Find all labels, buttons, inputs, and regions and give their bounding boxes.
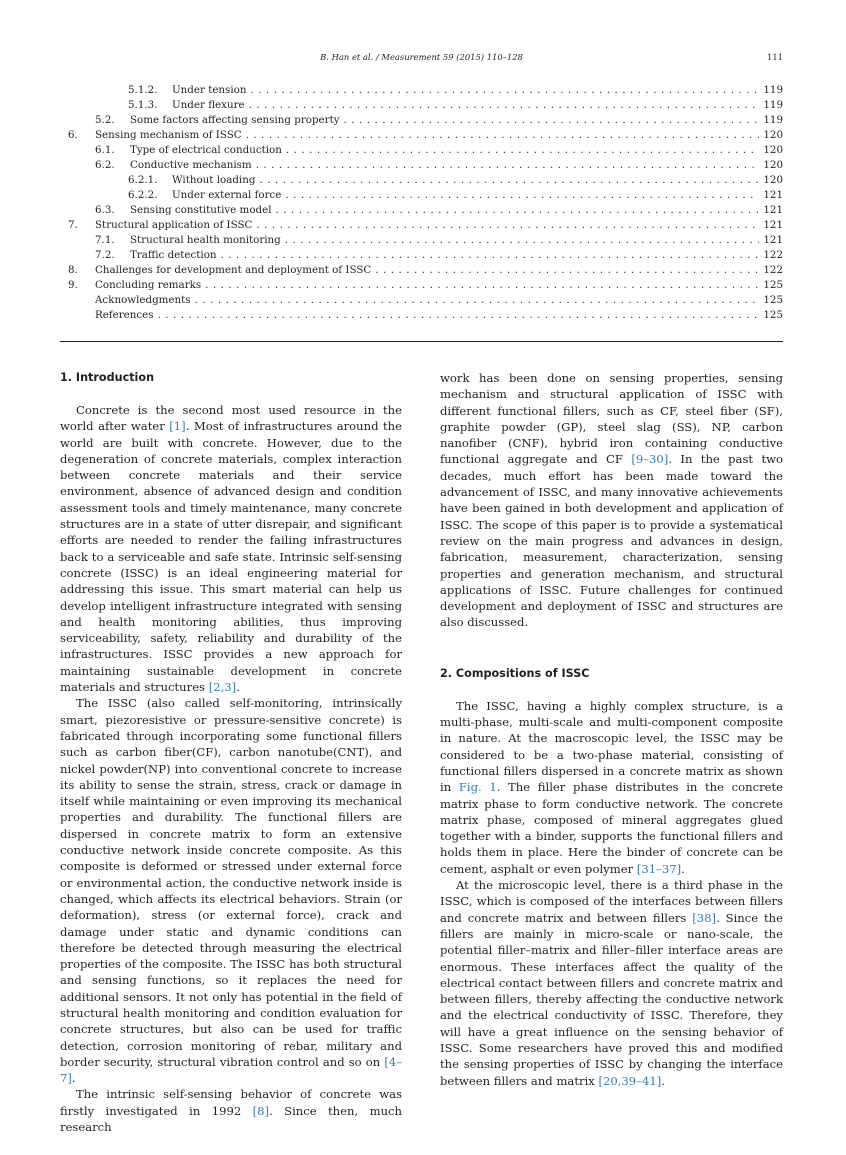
toc-entry-number: 9. (68, 279, 78, 291)
toc-entry[interactable] (60, 128, 783, 143)
toc-leader-dots (158, 308, 759, 323)
toc-entry-number: 5.2. (95, 114, 115, 126)
toc-leader-dots (256, 158, 759, 173)
toc-entry-number: 6.2. (95, 159, 115, 171)
toc-entry-page: 125 (763, 279, 783, 291)
toc-entry-title: Traffic detection (130, 249, 217, 261)
toc-entry-title: Challenges for development and deployment of ISSC (95, 264, 372, 276)
body-text: . In the past two decades, much effort has been made toward the advancement of ISSC, and many innovative achievements have been gained in both development and application of ISSC. The scope of this paper is to provide a systematical review on the main progress and advances in design, fabrication, measurement, characterization, sensing properties and generation mechanism, and structural applications of ISSC. Future challenges for continued development and deployment of ISSC and structures are also discussed. (440, 452, 784, 630)
toc-leader-dots (286, 143, 759, 158)
table-of-contents (60, 83, 783, 323)
toc-entry[interactable] (60, 278, 783, 293)
citation-link[interactable]: [1] (169, 419, 186, 434)
paragraph (60, 1086, 402, 1135)
toc-entry-number: 7.2. (95, 249, 115, 261)
toc-leader-dots (250, 83, 759, 98)
toc-leader-dots (221, 248, 759, 263)
left-column (60, 370, 402, 1135)
paragraph (60, 695, 402, 1086)
toc-entry-title: Acknowledgments (95, 294, 191, 306)
toc-entry[interactable] (60, 308, 783, 323)
body-text: . Since the fillers are mainly in micro-scale or nano-scale, the potential filler–matrix and filler–filler interface areas are enormous. These interfaces affect the quality of the electrical contact between fillers and concrete matrix and between fillers, thereby affecting the conductive network and the electrical conductivity of ISSC. Therefore, they will have a great influence on the sensing behavior of ISSC. Some researchers have proved this and modified the sensing properties of ISSC by changing the interface between fillers and matrix (440, 910, 783, 1088)
toc-entry-page: 120 (763, 174, 783, 186)
toc-entry-page: 121 (763, 189, 783, 201)
toc-entry-page: 122 (763, 249, 783, 261)
citation-link[interactable]: [38] (692, 910, 717, 925)
toc-entry[interactable] (60, 143, 783, 158)
body-text: Concrete is the second most used resource in the world after water (60, 403, 402, 434)
toc-entry-title: Structural application of ISSC (95, 219, 253, 231)
toc-entry-number: 6.2.2. (128, 189, 158, 201)
toc-entry-title: Structural health monitoring (130, 234, 281, 246)
toc-entry-number: 6. (68, 129, 78, 141)
toc-entry-title: Under external force (172, 189, 282, 201)
body-text: . Since then, much research (60, 1103, 402, 1135)
toc-entry-title: Without loading (172, 174, 256, 186)
toc-entry-page: 120 (763, 129, 783, 141)
toc-entry-page: 119 (763, 84, 783, 96)
toc-entry-page: 120 (763, 159, 783, 171)
toc-entry-page: 122 (763, 264, 783, 276)
toc-leader-dots (344, 113, 759, 128)
paragraph (440, 877, 783, 1089)
toc-entry[interactable] (60, 248, 783, 263)
body-text: . (71, 1071, 76, 1086)
toc-leader-dots (259, 173, 759, 188)
citation-link[interactable]: Fig. 1 (458, 780, 497, 795)
page-number: 111 (767, 52, 783, 62)
toc-entry-number: 6.1. (95, 144, 115, 156)
body-text: The ISSC (also called self-monitoring, intrinsically smart, piezoresistive or pressure-sensitive concrete) is fabricated through incorporating some functional fillers such as carbon fiber(CF), carbon nanotube(CNT), and nickel powder(NP) into conventional concrete to increase its ability to sense the strain, stress, crack or damage in itself while maintaining or even improving its mechanical properties and durability. The functional fillers are dispersed in concrete matrix to form an extensive conductive network inside concrete composite. As this composite is deformed or stressed under external force or environmental action, the conductive network inside is changed, which affects its electrical behaviors. Strain (or deformation), stress (or external force), crack and damage under static and dynamic conditions can therefore be detected through measuring the electrical properties of the composite. The ISSC has both structural and sensing functions, so it replaces the need for additional sensors. It not only has potential in the field of structural health monitoring and condition evaluation for concrete structures, but also can be used for traffic detection, corrosion monitoring of rebar, military and border security, structural vibration control and so on (60, 696, 402, 1069)
toc-entry-number: 7. (68, 219, 78, 231)
toc-leader-dots (375, 263, 759, 278)
toc-entry[interactable] (60, 218, 783, 233)
section-heading-compositions: 2. Compositions of ISSC (440, 666, 590, 680)
citation-link[interactable]: [31–37] (636, 861, 682, 876)
toc-entry-page: 121 (763, 234, 783, 246)
body-text: . Most of infrastructures around the world are built with concrete. However, due to the degeneration of concrete materials, complex interaction between concrete materials and their service environment, absence of advanced design and condition assessment tools and timely maintenance, many concrete structures are in a state of utter disrepair, and significant efforts are needed to render the failing infrastructures back to a serviceable and safe state. Intrinsic self-sensing concrete (ISSC) is an ideal engineering material for addressing this issue. This smart material can help us develop intelligent infrastructure integrated with sensing and health monitoring abilities, thus improving serviceability, safety, reliability and durability of the infrastructures. ISSC provides a new approach for maintaining sustainable development in concrete materials and structures (60, 419, 402, 695)
section-heading-introduction: 1. Introduction (60, 371, 155, 384)
toc-leader-dots (195, 293, 759, 308)
body-text: . (236, 680, 240, 695)
paragraph (440, 698, 783, 877)
toc-entry-page: 121 (763, 219, 783, 231)
toc-entry-page: 121 (763, 204, 783, 216)
toc-entry-page: 119 (763, 99, 783, 111)
body-text: . (681, 861, 685, 876)
body-text: The ISSC, having a highly complex structure, is a multi-phase, multi-scale and multi-component composite in nature. At the macroscopic level, the ISSC may be considered to be a two-phase material, consisting of functional fillers dispersed in a concrete matrix as shown in (440, 698, 783, 795)
toc-entry-title: Some factors affecting sensing property (130, 114, 340, 126)
toc-entry-title: Concluding remarks (95, 279, 202, 291)
body-text: The intrinsic self-sensing behavior of concrete was firstly investigated in 1992 (60, 1087, 402, 1118)
toc-entry-page: 125 (763, 309, 783, 321)
toc-entry-number: 8. (68, 264, 78, 276)
toc-entry-number: 5.1.3. (128, 99, 158, 111)
running-head (60, 52, 783, 66)
toc-entry[interactable] (60, 113, 783, 128)
toc-entry[interactable] (60, 293, 783, 308)
toc-entry-number: 7.1. (95, 234, 115, 246)
toc-entry[interactable] (60, 83, 783, 98)
toc-leader-dots (246, 128, 759, 143)
toc-entry-number: 5.1.2. (128, 84, 158, 96)
toc-leader-dots (285, 233, 759, 248)
paragraph-continued (440, 370, 783, 631)
citation-link[interactable]: [8] (252, 1103, 270, 1118)
toc-entry-number: 6.3. (95, 204, 115, 216)
toc-entry-page: 120 (763, 144, 783, 156)
toc-leader-dots (276, 203, 760, 218)
toc-entry-title: Under tension (172, 84, 247, 96)
citation-link[interactable]: [2,3] (208, 680, 237, 695)
toc-entry-title: Conductive mechanism (130, 159, 252, 171)
citation-link[interactable]: [9–30] (631, 452, 669, 467)
toc-entry[interactable] (60, 158, 783, 173)
toc-entry-title: Under flexure (172, 99, 245, 111)
toc-entry-number: 6.2.1. (128, 174, 158, 186)
citation-link[interactable]: [20,39–41] (598, 1073, 662, 1088)
toc-entry[interactable] (60, 233, 783, 248)
body-text: work has been done on sensing properties, sensing mechanism and structural application of ISSC with different functional fillers, such as CF, steel fiber (SF), graphite powder (GP), steel slag (SS), NP, carbon nanofiber (CNF), hybrid iron containing conductive functional aggregate and CF (440, 371, 783, 467)
toc-leader-dots (256, 218, 759, 233)
toc-entry-title: Type of electrical conduction (130, 144, 282, 156)
toc-entry-page: 119 (763, 114, 783, 126)
toc-entry-page: 125 (763, 294, 783, 306)
body-text: . The filler phase distributes in the concrete matrix phase to form conductive network. The concrete matrix phase, composed of mineral aggregates glued together with a binder, supports the functional fillers and holds them in place. Here the binder of concrete can be cement, asphalt or even polymer (440, 780, 783, 876)
toc-entry-title: Sensing constitutive model (130, 204, 272, 216)
toc-leader-dots (249, 98, 759, 113)
toc-entry[interactable] (60, 173, 783, 188)
body-text: At the microscopic level, there is a third phase in the ISSC, which is composed of the interfaces between fillers and concrete matrix and between fillers (440, 878, 783, 925)
toc-leader-dots (205, 278, 759, 293)
toc-leader-dots (285, 188, 759, 203)
toc-entry-title: References (95, 309, 154, 321)
toc-entry[interactable] (60, 203, 783, 218)
right-column (440, 370, 783, 1089)
body-text: . (661, 1073, 665, 1088)
citation-link[interactable]: [4–7] (60, 1054, 402, 1086)
toc-entry[interactable] (60, 188, 783, 203)
section-divider (60, 341, 783, 342)
toc-entry[interactable] (60, 98, 783, 113)
toc-entry-title: Sensing mechanism of ISSC (95, 129, 242, 141)
paragraph (60, 402, 402, 695)
running-head-title: B. Han et al. / Measurement 59 (2015) 110–128 (320, 52, 523, 62)
toc-entry[interactable] (60, 263, 783, 278)
